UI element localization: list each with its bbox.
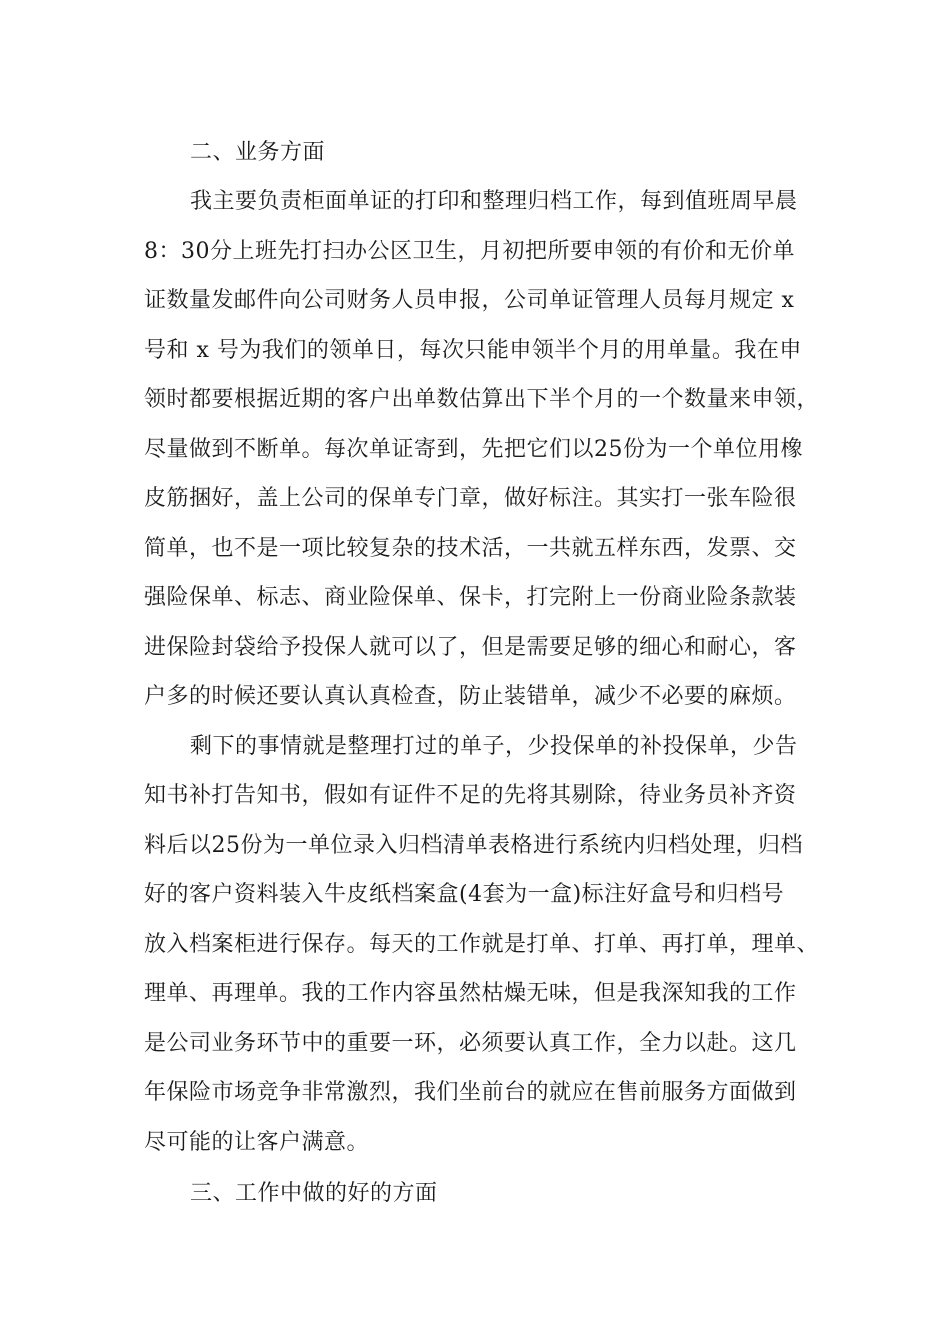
paragraph-line: 料后以25份为一单位录入归档清单表格进行系统内归档处理，归档: [144, 833, 803, 858]
paragraph-line: 理单、再理单。我的工作内容虽然枯燥无味，但是我深知我的工作: [144, 981, 797, 1006]
paragraph-line: 强险保单、标志、商业险保单、保卡，打完附上一份商业险条款装: [144, 585, 797, 610]
paragraph-line: 放入档案柜进行保存。每天的工作就是打单、打单、再打单，理单、: [144, 932, 820, 957]
paragraph-line: 尽可能的让客户满意。: [144, 1130, 370, 1155]
paragraph-line: 知书补打告知书，假如有证件不足的先将其剔除，待业务员补齐资: [144, 783, 797, 808]
paragraph-line: 年保险市场竞争非常激烈，我们坐前台的就应在售前服务方面做到: [144, 1080, 797, 1105]
paragraph-line: 剩下的事情就是整理打过的单子，少投保单的补投保单，少告: [190, 734, 798, 759]
paragraph-line: 进保险封袋给予投保人就可以了，但是需要足够的细心和耐心，客: [144, 635, 797, 660]
paragraph-line: 我主要负责柜面单证的打印和整理归档工作，每到值班周早晨: [190, 189, 798, 214]
paragraph-line: 简单，也不是一项比较复杂的技术活，一共就五样东西，发票、交: [144, 536, 797, 561]
paragraph-line: 户多的时候还要认真认真检查，防止装错单，减少不必要的麻烦。: [144, 684, 797, 709]
section-heading: 二、业务方面: [190, 140, 326, 165]
section-heading: 三、工作中做的好的方面: [190, 1181, 438, 1206]
paragraph-line: 尽量做到不断单。每次单证寄到，先把它们以25份为一个单位用橡: [144, 437, 803, 462]
paragraph-line: 是公司业务环节中的重要一环，必须要认真工作，全力以赴。这几: [144, 1031, 797, 1056]
paragraph-line: 皮筋捆好，盖上公司的保单专门章，做好标注。其实打一张车险很: [144, 486, 797, 511]
paragraph-line: 领时都要根据近期的客户出单数估算出下半个月的一个数量来申领，: [144, 387, 820, 412]
paragraph-line: 8：30分上班先打扫办公区卫生，月初把所要申领的有价和无价单: [144, 239, 795, 264]
paragraph-line: 证数量发邮件向公司财务人员申报，公司单证管理人员每月规定 x: [144, 288, 795, 313]
paragraph-line: 好的客户资料装入牛皮纸档案盒(4套为一盒)标注好盒号和归档号: [144, 882, 785, 907]
paragraph-line: 号和 x 号为我们的领单日，每次只能申领半个月的用单量。我在申: [144, 338, 802, 363]
